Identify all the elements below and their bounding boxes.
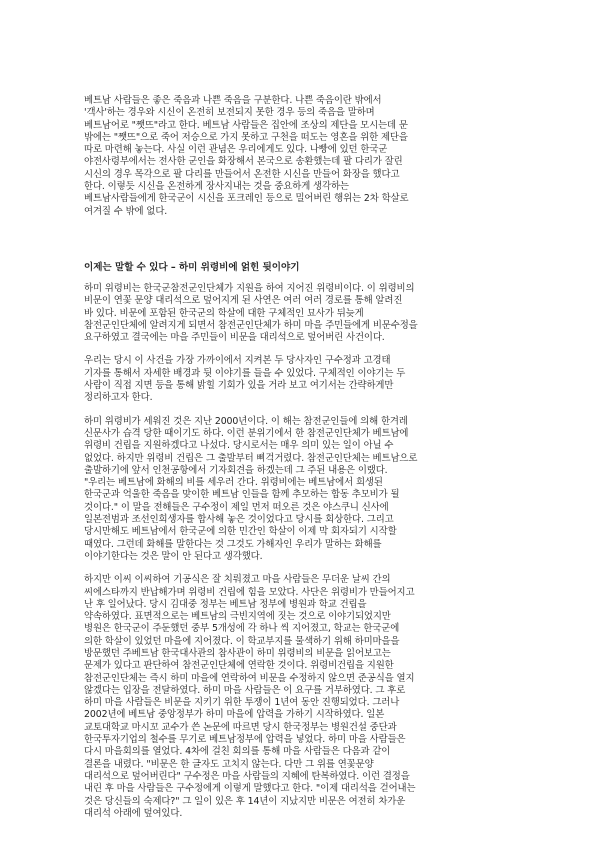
body-paragraph-1: 하미 위령비는 한국군참전군인단체가 지원을 하여 지어진 위령비이다. 이 위령비의 비문이 연꽃 문양 대리석으로 덮어지게 된 사연은 여러 여러 경로를 통해 알려진 바 있다. 비문에 포함된 한국군의 학살에 대한 구체적인 묘사가 뒤늦게 참전군인단체에 알려지게 되면서 참전군인단체가 하미 마을 주민들에게 비문수정을 요구하였고 결국에는 마을 주민들이 비문을 대리석으로 덮어버린 사건이다. xyxy=(84,282,418,344)
document-page xyxy=(84,95,524,820)
section-heading: 이제는 말할 수 있다 – 하미 위령비에 얽힌 뒷이야기 xyxy=(84,261,300,273)
body-paragraph-4: 하지만 이씨 이씨하여 기공식은 잘 치뤄졌고 마을 사람들은 무더운 날씨 간의 씨에스타까지 반납해가며 위령비 건립에 힘을 모았다. 사단은 위령비가 만들어지고 난 후 일어났다. 당시 김대중 정부는 베트남 정부에 병원과 학교 건립을 약속하였다. 표면적으로는 베트남의 극빈지역에 짓는 것으로 이야기되었지만 병원은 한국군이 주둔했던 중부 5개성에 각 하나 씩 지어졌고, 학교는 한국군에 의한 학살이 있었던 마을에 지어졌다. 이 학교부지를 물색하기 위해 하미마을을 방문했던 주베트남 한국대사관의 참사관이 하미 위령비의 비문을 읽어보고는 문제가 있다고 판단하여 참전군인단체에 연락한 것이다. 위령비건립을 지원한 참전군인단체는 즉시 하미 마을에 연락하여 비문을 수정하지 않으면 준공식을 열지 않겠다는 입장을 전달하였다. 하미 마을 사람들은 이 요구를 거부하였다. 그 후로 하미 마을 사람들은 비문을 지키기 위한 투쟁이 1년여 동안 진행되었다. 그러나 2002년에 베트남 중앙정부가 하미 마을에 압력을 가하기 시작하였다. 일본 교토대학교 마시꼬 교수가 쓴 논문에 따르면 당시 한국정부는 병원건설 중단과 한국투자기업의 철수를 무기로 베트남정부에 압력을 넣었다. 하미 마을 사람들은 다시 마을회의를 열었다. 4차에 걸친 회의를 통해 마을 사람들은 다음과 같이 결론을 내렸다. "비문은 한 글자도 고치지 않는다. 다만 그 위를 연꽃문양 대리석으로 덮어버린다" 구수정은 마을 사람들의 지혜에 탄복하였다. 이런 결정을 내린 후 마을 사람들은 구수정에게 이렇게 말했다고 한다. "이제 대리석을 걷어내는 것은 당신들의 숙제다?" 그 일이 있은 후 14년이 지났지만 비문은 여전히 차가운 대리석 아래에 덮여있다. xyxy=(84,574,416,819)
body-paragraph-3: 하미 위령비가 세워진 것은 지난 2000년이다. 이 해는 참전군인들에 의해 한겨레 신문사가 습격 당한 때이기도 하다. 이런 분위기에서 한 참전군인단체가 베트남에 위령비 건립을 지원하겠다고 나섰다. 당시로서는 매우 의미 있는 일이 아닐 수 없었다. 하지만 위령비 건립은 그 출발부터 삐걱거렸다. 참전군인단체는 베트남으로 출발하기에 앞서 인천공항에서 기자회견을 하겠는데 그 주된 내용은 이랬다. "우리는 베트남에 화해의 비를 세우러 간다. 위령비에는 베트남에서 희생된 한국군과 억울한 죽음을 맞이한 베트남 인들을 함께 추모하는 합동 추모비가 될 것이다." 이 말을 전해들은 구수정이 제일 먼저 떠오른 것은 야스쿠니 신사에 일본전범과 조선인희생자를 합사해 놓은 것이었다고 당시를 회상한다. 그리고 당시만해도 베트남에서 한국군에 의한 민간인 학살이 이제 막 회자되기 시작할 때였다. 그런데 화해를 말한다는 것 그것도 가해자인 우리가 말하는 화해를 이야기한다는 것은 말이 안 된다고 생각했다. xyxy=(84,415,418,562)
body-paragraph-2: 우리는 당시 이 사건을 가장 가까이에서 지켜본 두 당사자인 구수정과 고경태 기자를 통해서 자세한 배경과 뒷 이야기를 들을 수 있었다. 구체적인 이야기는 두 사람이 직접 지면 등을 통해 밝힐 기회가 있을 거라 보고 여기서는 간략하게만 정리하고자 한다. xyxy=(84,355,406,404)
intro-paragraph: 베트남 사람들은 좋은 죽음과 나쁜 죽음을 구분한다. 나쁜 죽음이란 밖에서 '객사'하는 경우와 시신이 온전히 보전되지 못한 경우 등의 죽음을 말하며 베트남어로 "쨋뜨"라고 한다. 베트남 사람들은 집안에 조상의 제단을 모시는데 문 밖에는 "쨋뜨"으로 죽어 저승으로 가지 못하고 구천을 떠도는 영혼을 위한 제단을 따로 마련해 놓는다. 사실 이런 관념은 우리에게도 있다. 나빵에 있던 한국군 야전사령부에서는 전사한 군인을 화장해서 본국으로 송환했는데 팔 다리가 잘린 시신의 경우 목각으로 팔 다리를 만들어서 온전한 시신을 만들어 화장을 했다고 한다. 이렇듯 시신을 온전하게 장사지내는 것을 중요하게 생각하는 베트남사람들에게 한국군이 시신을 포크레인 등으로 밀어버린 행위는 2차 학살로 여겨질 수 밖에 없다. xyxy=(84,95,409,217)
